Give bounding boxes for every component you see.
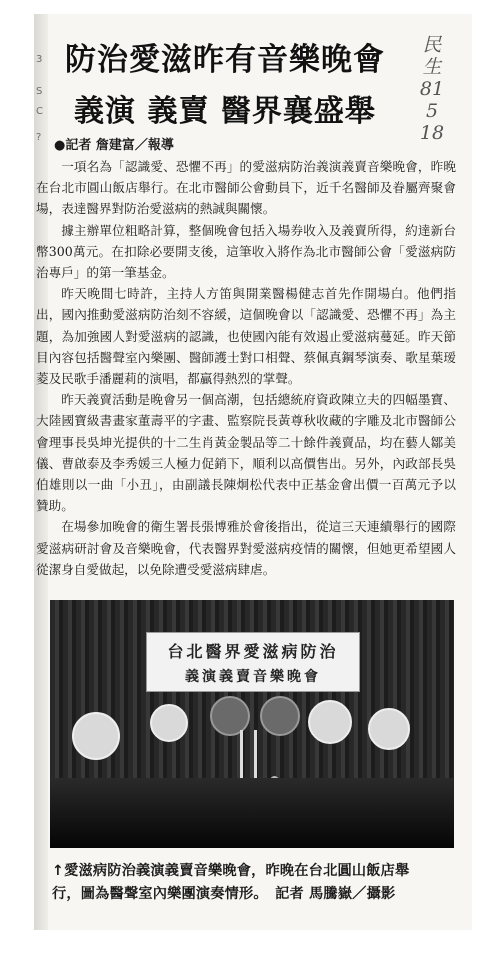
handwritten-date-char: 生 <box>422 56 442 78</box>
stage-decoration-disc <box>210 696 250 736</box>
article-paragraph: 一項名為「認識愛、恐懼不再」的愛滋病防治義演義賣音樂晚會，昨晚在台北市圓山飯店舉行。在北市醫師公會動員下，近千名醫師及眷屬齊聚會場，表達醫界對防治愛滋病的熱誠與關懷。 <box>36 159 456 217</box>
article-paragraph: 昨天義賣活動是晚會另一個高潮，包括總統府資政陳立夫的四幅墨寶、大陸國寶級書畫家董壽平的字畫、監察院長黃尊秋收藏的字雕及北市醫師公會理事長吳坤光提供的十二生肖黃金製品等二十餘件義賣品，均在藝人鄒美儀、曹啟泰及李秀媛三人極力促銷下，順利以高價售出。另外，內政部長吳伯雄則以一曲「小丑」，由副議長陳炯松代表中正基金會出價一百萬元予以贊助。 <box>36 392 456 514</box>
stage-decoration-disc <box>150 704 188 742</box>
stage-decoration-disc <box>72 712 120 760</box>
margin-mark: C <box>36 106 43 117</box>
byline: ●記者 詹建富／報導 <box>54 138 174 153</box>
stage-floor <box>50 778 454 848</box>
handwritten-date-char: 81 <box>419 78 445 100</box>
margin-mark: S <box>36 86 43 97</box>
headline-main: 防治愛滋昨有音樂晚會 <box>65 42 385 78</box>
concert-photo <box>50 600 454 848</box>
stage-decoration-disc <box>260 696 300 736</box>
handwritten-date-char: 民 <box>422 34 442 56</box>
article-paragraph: 據主辦單位粗略計算，整個晚會包括入場券收入及義賣所得，約達新台幣300萬元。在扣除必要開支後，這筆收入將作為北市醫師公會「愛滋病防治專戶」的第一筆基金。 <box>36 222 456 281</box>
stage-curtain <box>50 600 454 800</box>
banner-line-2: 義演義賣音樂晚會 <box>185 669 321 685</box>
stage-decoration-disc <box>308 700 352 744</box>
photo-caption <box>52 860 456 906</box>
handwritten-date-char: 5 <box>425 100 439 122</box>
caption-line: ↑愛滋病防治義演義賣音樂晚會，昨晚在台北圓山飯店舉 <box>52 863 410 879</box>
caption-line: 行，圖為醫聲室內樂團演奏情形。 記者 馬騰嶽／攝影 <box>52 886 396 902</box>
handwritten-date <box>414 34 450 144</box>
stage-banner <box>146 632 360 692</box>
article-paragraph: 在場參加晚會的衛生署長張博雅於會後指出，從這三天連續舉行的國際愛滋病研討會及音樂晚會，代表醫界對愛滋病疫情的關懷，但她更希望國人從潔身自愛做起，以免除遭受愛滋病肆虐。 <box>36 519 456 577</box>
margin-mark: 3 <box>36 54 43 65</box>
article-body <box>36 156 456 580</box>
banner-line-1: 台北醫界愛滋病防治 <box>167 642 339 661</box>
headline-sub: 義演 義賣 醫界襄盛舉 <box>74 94 376 129</box>
margin-mark: ? <box>36 132 42 143</box>
article-paragraph: 昨天晚間七時許，主持人方笛與開業醫楊健志首先作開場白。他們指出，國內推動愛滋病防治刻不容緩，這個晚會以「認識愛、恐懼不再」為主題，為加強國人對愛滋病的認識，也使國內能有效遏止愛滋病蔓延。昨天節目內容包括醫聲室內樂團、醫師護士對口相聲、蔡佩真鋼琴演奏、歌星葉瑷菱及民歌手潘麗莉的演唱，都贏得熱烈的掌聲。 <box>36 286 456 387</box>
stage-decoration-disc <box>368 708 410 750</box>
handwritten-date-char: 18 <box>419 122 445 144</box>
